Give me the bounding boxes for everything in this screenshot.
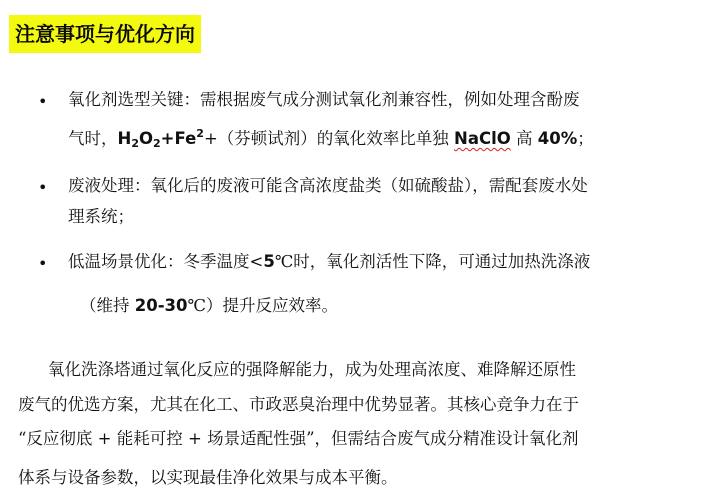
temperature-value: 5 — [263, 252, 275, 271]
paragraph-line-1: 氧化洗涤塔通过氧化反应的强降解能力，成为处理高浓度、难降解还原性 — [48, 360, 576, 379]
percent-value: 40% — [537, 129, 578, 148]
less-than-symbol: < — [249, 252, 264, 271]
paragraph-line-4: 体系与设备参数，以实现最佳净化效果与成本平衡。 — [18, 468, 398, 487]
item-1-end: ； — [577, 129, 594, 148]
formula-h2o2: $H_2O_2+Fe^2$ — [117, 127, 204, 150]
bullet-icon: • — [38, 92, 48, 111]
item-1-line-2 — [68, 124, 594, 154]
paragraph-line-3: “反应彻底 + 能耗可控 + 场景适配性强”，但需结合废气成分精准设计氧化剂 — [18, 429, 579, 448]
item-1-line-1: 氧化剂选型关键：需根据废气成分测试氧化剂兼容性，例如处理含酚废 — [68, 90, 580, 109]
item-1-prefix: 气时， — [68, 129, 118, 148]
item-3-text-c: （维持 — [80, 296, 135, 315]
temperature-range: 20-30 — [134, 296, 188, 315]
item-3-text-d: ℃）提升反应效率。 — [187, 296, 338, 315]
item-3-text-a: 低温场景优化：冬季温度 — [68, 252, 250, 271]
bullet-icon: • — [38, 254, 48, 273]
formula-naclo: NaClO — [454, 129, 511, 148]
item-3-line-2 — [80, 296, 338, 316]
item-2-line-1: 废液处理：氧化后的废液可能含高浓度盐类（如硫酸盐），需配套废水处 — [68, 176, 588, 195]
paragraph-line-2: 废气的优选方案，尤其在化工、市政恶臭治理中优势显著。其核心竞争力在于 — [18, 395, 579, 414]
item-3-line-1 — [68, 252, 590, 272]
page-title: 注意事项与优化方向 — [9, 15, 201, 53]
item-1-gao: 高 — [510, 129, 538, 148]
item-1-mid: +（芬顿试剂）的氧化效率比单独 — [203, 129, 455, 148]
item-2-line-2: 理系统； — [68, 207, 134, 226]
item-3-text-b: ℃时，氧化剂活性下降，可通过加热洗涤液 — [274, 252, 591, 271]
bullet-icon: • — [38, 178, 48, 197]
